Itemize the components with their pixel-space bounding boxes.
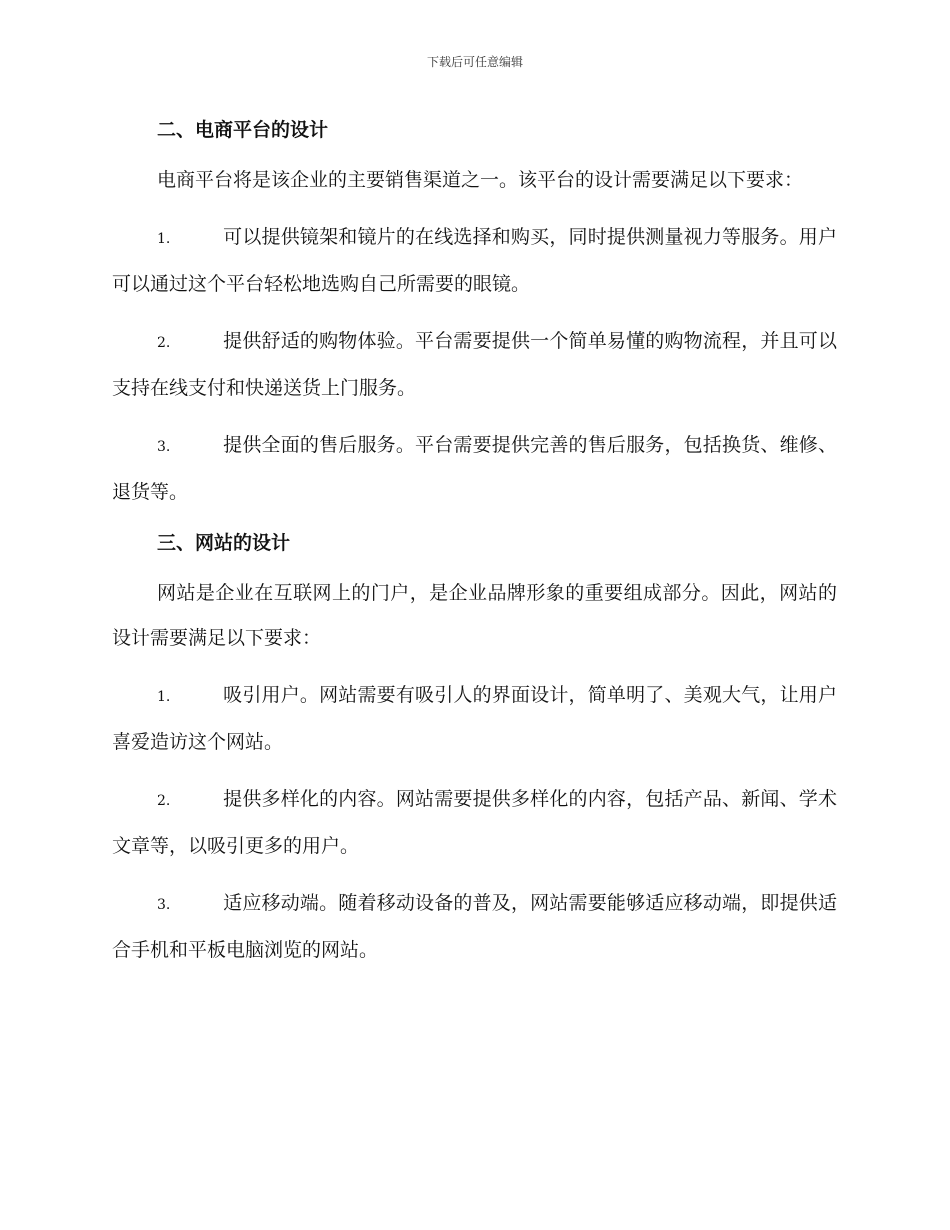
list-item-text: 提供舒适的购物体验。平台需要提供一个简单易懂的购物流程，并且可以支持在线支付和快递送货上门服务。: [112, 330, 837, 399]
document-body: [112, 114, 837, 973]
page-header-note: 下载后可任意编辑: [426, 55, 523, 69]
list-item-website-2: [112, 777, 837, 869]
list-number: 3.: [157, 897, 171, 913]
section-intro-ecommerce: 电商平台将是该企业的主要销售渠道之一。该平台的设计需要满足以下要求：: [157, 169, 804, 191]
list-item-ecommerce-1: [112, 215, 837, 307]
list-number: 2.: [157, 335, 171, 351]
section-title-website: 三、网站的设计: [157, 532, 291, 554]
list-item-text: 提供全面的售后服务。平台需要提供完善的售后服务，包括换货、维修、退货等。: [112, 434, 837, 503]
section-title-ecommerce: 二、电商平台的设计: [157, 119, 329, 141]
list-item-text: 提供多样化的内容。网站需要提供多样化的内容，包括产品、新闻、学术文章等，以吸引更多的用户。: [112, 788, 837, 857]
list-item-text: 吸引用户。网站需要有吸引人的界面设计，简单明了、美观大气，让用户喜爱造访这个网站。: [112, 684, 837, 753]
list-number: 3.: [157, 439, 171, 455]
list-number: 1.: [157, 231, 171, 247]
list-number: 2.: [157, 793, 171, 809]
section-intro-website: 网站是企业在互联网上的门户，是企业品牌形象的重要组成部分。因此，网站的设计需要满足以下要求：: [112, 582, 837, 649]
list-item-website-1: [112, 673, 837, 765]
list-item-ecommerce-2: [112, 319, 837, 411]
list-item-text: 适应移动端。随着移动设备的普及，网站需要能够适应移动端，即提供适合手机和平板电脑浏览的网站。: [112, 892, 837, 961]
list-item-text: 可以提供镜架和镜片的在线选择和购买，同时提供测量视力等服务。用户可以通过这个平台轻松地选购自己所需要的眼镜。: [112, 226, 837, 295]
list-item-website-3: [112, 881, 837, 973]
list-number: 1.: [157, 689, 171, 705]
list-item-ecommerce-3: [112, 423, 837, 515]
